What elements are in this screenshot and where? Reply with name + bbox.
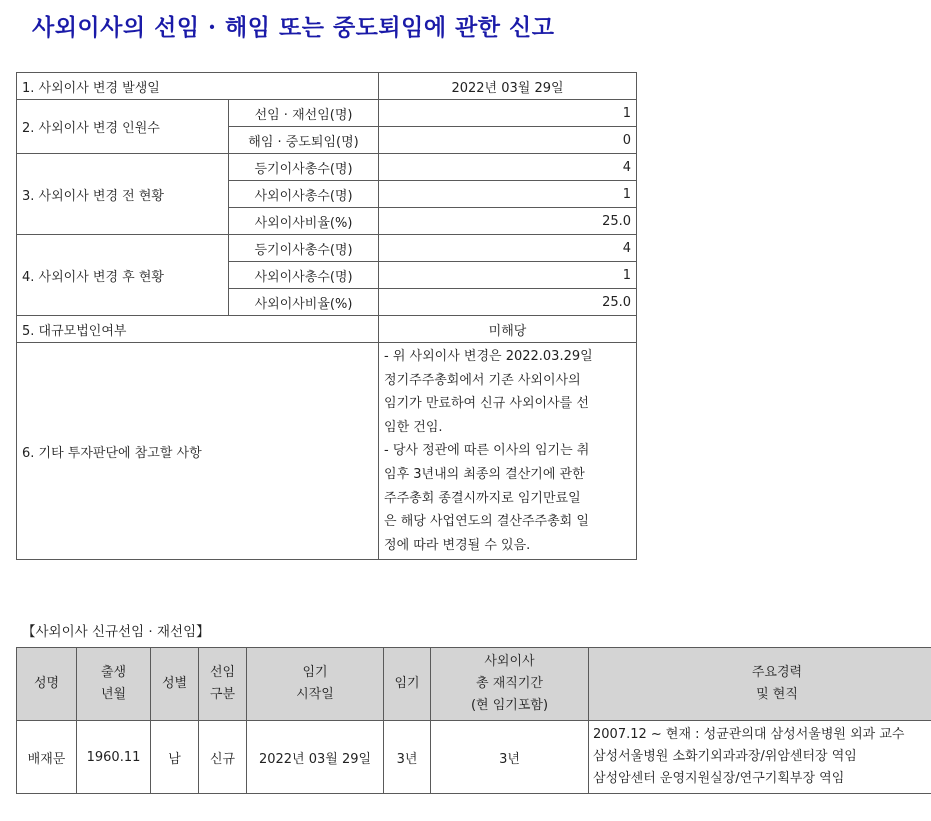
note-line: 정기주주총회에서 기존 사외이사의 (384, 372, 581, 388)
header-type: 선임 구분 (199, 648, 247, 721)
header-tenure: 사외이사 총 재직기간 (현 임기포함) (431, 648, 589, 721)
large-corporation-label: 5. 대규모법인여부 (17, 316, 379, 343)
registered-directors-label: 등기이사총수(명) (229, 235, 379, 262)
table-row (17, 235, 637, 262)
outside-director-ratio-label: 사외이사비율(%) (229, 208, 379, 235)
career-line: 2007.12 ~ 현재 : 성균관의대 삼성서울병원 외과 교수 (593, 727, 905, 742)
cell-birth: 1960.11 (77, 721, 151, 794)
registered-directors-value: 4 (379, 235, 637, 262)
header-birth: 출생 년월 (77, 648, 151, 721)
note-line: 임기가 만료하여 신규 사외이사를 선 (384, 396, 589, 412)
header-gender: 성별 (151, 648, 199, 721)
cell-term: 3년 (384, 721, 431, 794)
note-line: 은 해당 사업연도의 결산주주총회 일 (384, 514, 589, 530)
cell-gender: 남 (151, 721, 199, 794)
note-line: - 당사 정관에 따른 이사의 임기는 취 (384, 443, 590, 459)
career-line: 삼성서울병원 소화기외과과장/위암센터장 역임 (593, 749, 857, 764)
outside-director-ratio-label: 사외이사비율(%) (229, 289, 379, 316)
note-line: 정에 따라 변경될 수 있음. (384, 537, 531, 553)
other-notes-label: 6. 기타 투자판단에 참고할 사항 (17, 343, 379, 560)
outside-director-change-report-table (16, 72, 637, 560)
appointed-count-value: 1 (379, 100, 637, 127)
registered-directors-value: 4 (379, 154, 637, 181)
status-before-label: 3. 사외이사 변경 전 현황 (17, 154, 229, 235)
outside-directors-label: 사외이사총수(명) (229, 181, 379, 208)
header-term: 임기 (384, 648, 431, 721)
table-row (17, 343, 637, 560)
header-career: 주요경력 및 현직 (589, 648, 931, 721)
table-row (17, 721, 931, 794)
note-line: 주주총회 종결시까지로 임기만료일 (384, 490, 581, 506)
outside-director-ratio-value: 25.0 (379, 208, 637, 235)
registered-directors-label: 등기이사총수(명) (229, 154, 379, 181)
dismissed-count-value: 0 (379, 127, 637, 154)
table-header-row (17, 648, 931, 721)
change-date-value: 2022년 03월 29일 (379, 73, 637, 100)
header-name: 성명 (17, 648, 77, 721)
cell-type: 신규 (199, 721, 247, 794)
cell-career (589, 721, 931, 794)
other-notes-value (379, 343, 637, 560)
outside-directors-value: 1 (379, 181, 637, 208)
cell-tenure: 3년 (431, 721, 589, 794)
note-line: 임후 3년내의 최종의 결산기에 관한 (384, 466, 585, 482)
table-row (17, 154, 637, 181)
table-row (17, 73, 637, 100)
table-row (17, 316, 637, 343)
cell-name: 배재문 (17, 721, 77, 794)
outside-directors-value: 1 (379, 262, 637, 289)
page-title: 사외이사의 선임 · 해임 또는 중도퇴임에 관한 신고 (32, 14, 555, 41)
dismissed-count-label: 해임 · 중도퇴임(명) (229, 127, 379, 154)
career-line: 삼성암센터 운영지원실장/연구기획부장 역임 (593, 771, 845, 786)
appointee-table (16, 647, 931, 794)
appointed-count-label: 선임 · 재선임(명) (229, 100, 379, 127)
header-start: 임기 시작일 (247, 648, 384, 721)
large-corporation-value: 미해당 (379, 316, 637, 343)
change-date-label: 1. 사외이사 변경 발생일 (17, 73, 379, 100)
status-after-label: 4. 사외이사 변경 후 현황 (17, 235, 229, 316)
outside-director-ratio-value: 25.0 (379, 289, 637, 316)
cell-start: 2022년 03월 29일 (247, 721, 384, 794)
outside-directors-label: 사외이사총수(명) (229, 262, 379, 289)
change-count-label: 2. 사외이사 변경 인원수 (17, 100, 229, 154)
table-row (17, 100, 637, 127)
note-line: - 위 사외이사 변경은 2022.03.29일 (384, 349, 593, 364)
note-line: 임한 건임. (384, 419, 443, 435)
section-title: 【사외이사 신규선임 · 재선임】 (22, 624, 210, 640)
